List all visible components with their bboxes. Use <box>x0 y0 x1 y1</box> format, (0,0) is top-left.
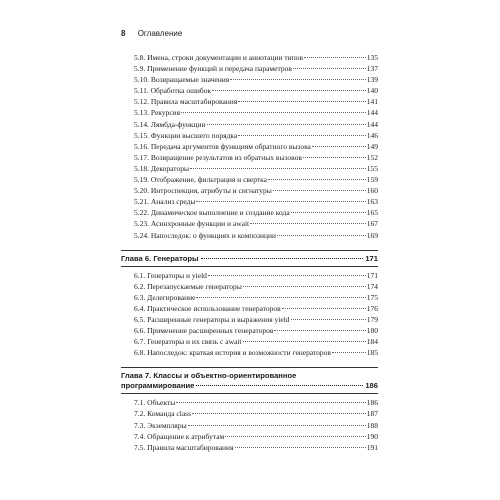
chapter-page: 171 <box>365 253 378 263</box>
dot-leader <box>235 447 366 448</box>
toc-entry-label: 5.17. Возвращение результатов из обратных вызовов <box>134 152 302 162</box>
toc-entry-page: 159 <box>366 175 378 185</box>
toc-entry <box>134 196 378 207</box>
toc-entry <box>134 119 378 130</box>
toc-entry-page: 144 <box>366 108 378 118</box>
toc-entry <box>134 336 378 347</box>
toc-entry <box>134 314 378 325</box>
dot-leader <box>196 297 365 298</box>
toc-entry-page: 149 <box>366 141 378 151</box>
toc-entry-label: 5.19. Отображение, фильтрация и свертка <box>134 175 268 185</box>
toc-entry-label: 6.7. Генераторы и их связь с await <box>134 337 242 347</box>
toc-entry <box>134 207 378 218</box>
chapter-rule <box>121 266 378 267</box>
toc-entry <box>134 63 378 74</box>
dot-leader <box>291 319 366 320</box>
toc-entry-label: 5.10. Возвращаемые значения <box>134 75 230 85</box>
dot-leader <box>282 308 366 309</box>
toc-entry-page: 146 <box>366 130 378 140</box>
dot-leader <box>212 90 366 91</box>
dot-leader <box>274 330 365 331</box>
toc-entry <box>134 281 378 292</box>
toc-entry-page: 187 <box>366 409 378 419</box>
toc-entry <box>134 163 378 174</box>
toc-entry-label: 5.12. Правила масштабирования <box>134 97 238 107</box>
toc-entry <box>134 96 378 107</box>
toc-entry-label: 5.18. Декораторы <box>134 163 190 173</box>
toc-entry-label: 6.4. Практическое использование генераторов <box>134 303 281 313</box>
toc-entry-page: 191 <box>366 442 378 452</box>
toc-entry-label: 6.3. Делегирование <box>134 292 196 302</box>
dot-leader <box>291 212 366 213</box>
toc-entry <box>134 397 378 408</box>
toc-entry-label: 7.2. Команда class <box>134 409 191 419</box>
toc-entry-page: 171 <box>366 270 378 280</box>
dot-leader <box>250 223 366 224</box>
toc-entry-page: 163 <box>366 197 378 207</box>
toc-entry-page: 185 <box>366 348 378 358</box>
toc-entry-page: 188 <box>366 420 378 430</box>
toc-entry-label: 5.24. Напоследок: о функциях и композиции <box>134 230 277 240</box>
section-5-list <box>134 52 378 241</box>
toc-entry-label: 7.1. Объекты <box>134 398 176 408</box>
chapter-title-line2: программирование <box>121 381 195 391</box>
toc-entry-label: 5.9. Применение функций и передача параметров <box>134 64 292 74</box>
toc-entry-label: 5.21. Анализ среды <box>134 197 196 207</box>
page-number: 8 <box>121 29 126 38</box>
header-title: Оглавление <box>137 29 183 38</box>
chapter-6-list <box>134 270 378 359</box>
dot-leader <box>192 413 366 414</box>
dot-leader <box>303 157 366 158</box>
toc-entry-label: 5.14. Лямбда-функции <box>134 119 206 129</box>
toc-entry <box>134 408 378 419</box>
toc-entry-page: 180 <box>366 326 378 336</box>
toc-entry-label: 5.23. Асинхронные функции и await <box>134 219 250 229</box>
dot-leader <box>196 201 365 202</box>
toc-entry-label: 5.16. Передача аргументов функциям обратного вызова <box>134 141 311 151</box>
toc-entry-label: 6.6. Применение расширенных генераторов <box>134 326 274 336</box>
chapter-6-heading <box>121 250 378 267</box>
toc-entry <box>134 130 378 141</box>
toc-entry <box>134 292 378 303</box>
dot-leader <box>181 112 366 113</box>
toc-entry <box>134 230 378 241</box>
toc-entry <box>134 420 378 431</box>
dot-leader <box>238 135 365 136</box>
toc-entry-label: 7.3. Экземпляры <box>134 420 187 430</box>
toc-entry-page: 140 <box>366 86 378 96</box>
toc-entry-label: 6.2. Перезапускаемые генераторы <box>134 281 242 291</box>
toc-entry <box>134 270 378 281</box>
toc-entry <box>134 185 378 196</box>
dot-leader <box>238 101 365 102</box>
toc-entry-page: 160 <box>366 186 378 196</box>
dot-leader <box>196 385 363 386</box>
toc-entry-page: 174 <box>366 281 378 291</box>
chapter-7-heading <box>121 367 378 394</box>
dot-leader <box>293 68 366 69</box>
toc-entry <box>134 74 378 85</box>
dot-leader <box>243 286 366 287</box>
toc-entry-page: 175 <box>366 292 378 302</box>
dot-leader <box>277 235 366 236</box>
toc-entry <box>134 442 378 453</box>
chapter-rule <box>121 367 378 368</box>
toc-entry-label: 6.5. Расширенные генераторы и выражения yield <box>134 314 290 324</box>
toc-entry-page: 135 <box>366 53 378 62</box>
chapter-page: 186 <box>365 381 378 391</box>
toc-entry-page: 167 <box>366 219 378 229</box>
toc-entry <box>134 347 378 358</box>
dot-leader <box>273 190 366 191</box>
toc-entry-page: 184 <box>366 337 378 347</box>
toc-entry-label: 7.4. Обращение к атрибутам <box>134 431 225 441</box>
toc-entry <box>134 141 378 152</box>
dot-leader <box>230 79 366 80</box>
chapter-7-list <box>134 397 378 452</box>
toc-entry-page: 139 <box>366 75 378 85</box>
dot-leader <box>312 146 366 147</box>
chapter-rule <box>121 393 378 394</box>
dot-leader <box>190 168 366 169</box>
dot-leader <box>208 275 366 276</box>
toc-entry-label: 5.13. Рекурсия <box>134 108 181 118</box>
toc-entry <box>134 85 378 96</box>
toc-entry-label: 6.1. Генераторы и yield <box>134 270 207 280</box>
toc-entry-label: 5.11. Обработка ошибок <box>134 86 212 96</box>
dot-leader <box>188 425 366 426</box>
toc-entry-page: 179 <box>366 314 378 324</box>
toc-entry <box>134 52 378 63</box>
dot-leader <box>201 258 364 259</box>
toc-entry-label: 5.20. Интроспекция, атрибуты и сигнатуры <box>134 186 272 196</box>
toc-entry-page: 186 <box>366 398 378 408</box>
chapter-title: Глава 6. Генераторы <box>121 253 199 263</box>
dot-leader <box>304 57 366 58</box>
dot-leader <box>207 124 366 125</box>
toc-entry <box>134 107 378 118</box>
toc-entry-page: 165 <box>366 208 378 218</box>
toc-entry <box>134 303 378 314</box>
toc-entry-label: 5.22. Динамическое выполнение и создание кода <box>134 208 290 218</box>
dot-leader <box>268 179 366 180</box>
toc-entry-label: 5.8. Имена, строки документации и аннотации типов <box>134 53 304 62</box>
dot-leader <box>225 436 365 437</box>
running-header <box>121 29 182 38</box>
toc-entry <box>134 218 378 229</box>
toc-entry-page: 152 <box>366 152 378 162</box>
dot-leader <box>176 402 366 403</box>
chapter-rule <box>121 250 378 251</box>
toc-entry-page: 176 <box>366 303 378 313</box>
toc-entry-page: 141 <box>366 97 378 107</box>
toc-entry <box>134 325 378 336</box>
dot-leader <box>243 341 366 342</box>
chapter-title-line1: Глава 7. Классы и объектно-ориентированное <box>121 371 297 381</box>
dot-leader <box>332 352 366 353</box>
toc-entry-page: 190 <box>366 431 378 441</box>
toc-entry <box>134 174 378 185</box>
toc-entry-label: 6.8. Напоследок: краткая история и возможности генераторов <box>134 348 331 358</box>
toc-entry-page: 155 <box>366 163 378 173</box>
toc-entry-page: 169 <box>366 230 378 240</box>
toc-entry-label: 7.5. Правила масштабирования <box>134 442 234 452</box>
toc-entry <box>134 431 378 442</box>
table-of-contents <box>121 52 378 453</box>
toc-entry-page: 144 <box>366 119 378 129</box>
toc-entry-label: 5.15. Функции высшего порядка <box>134 130 238 140</box>
toc-entry-page: 137 <box>366 64 378 74</box>
toc-entry <box>134 152 378 163</box>
